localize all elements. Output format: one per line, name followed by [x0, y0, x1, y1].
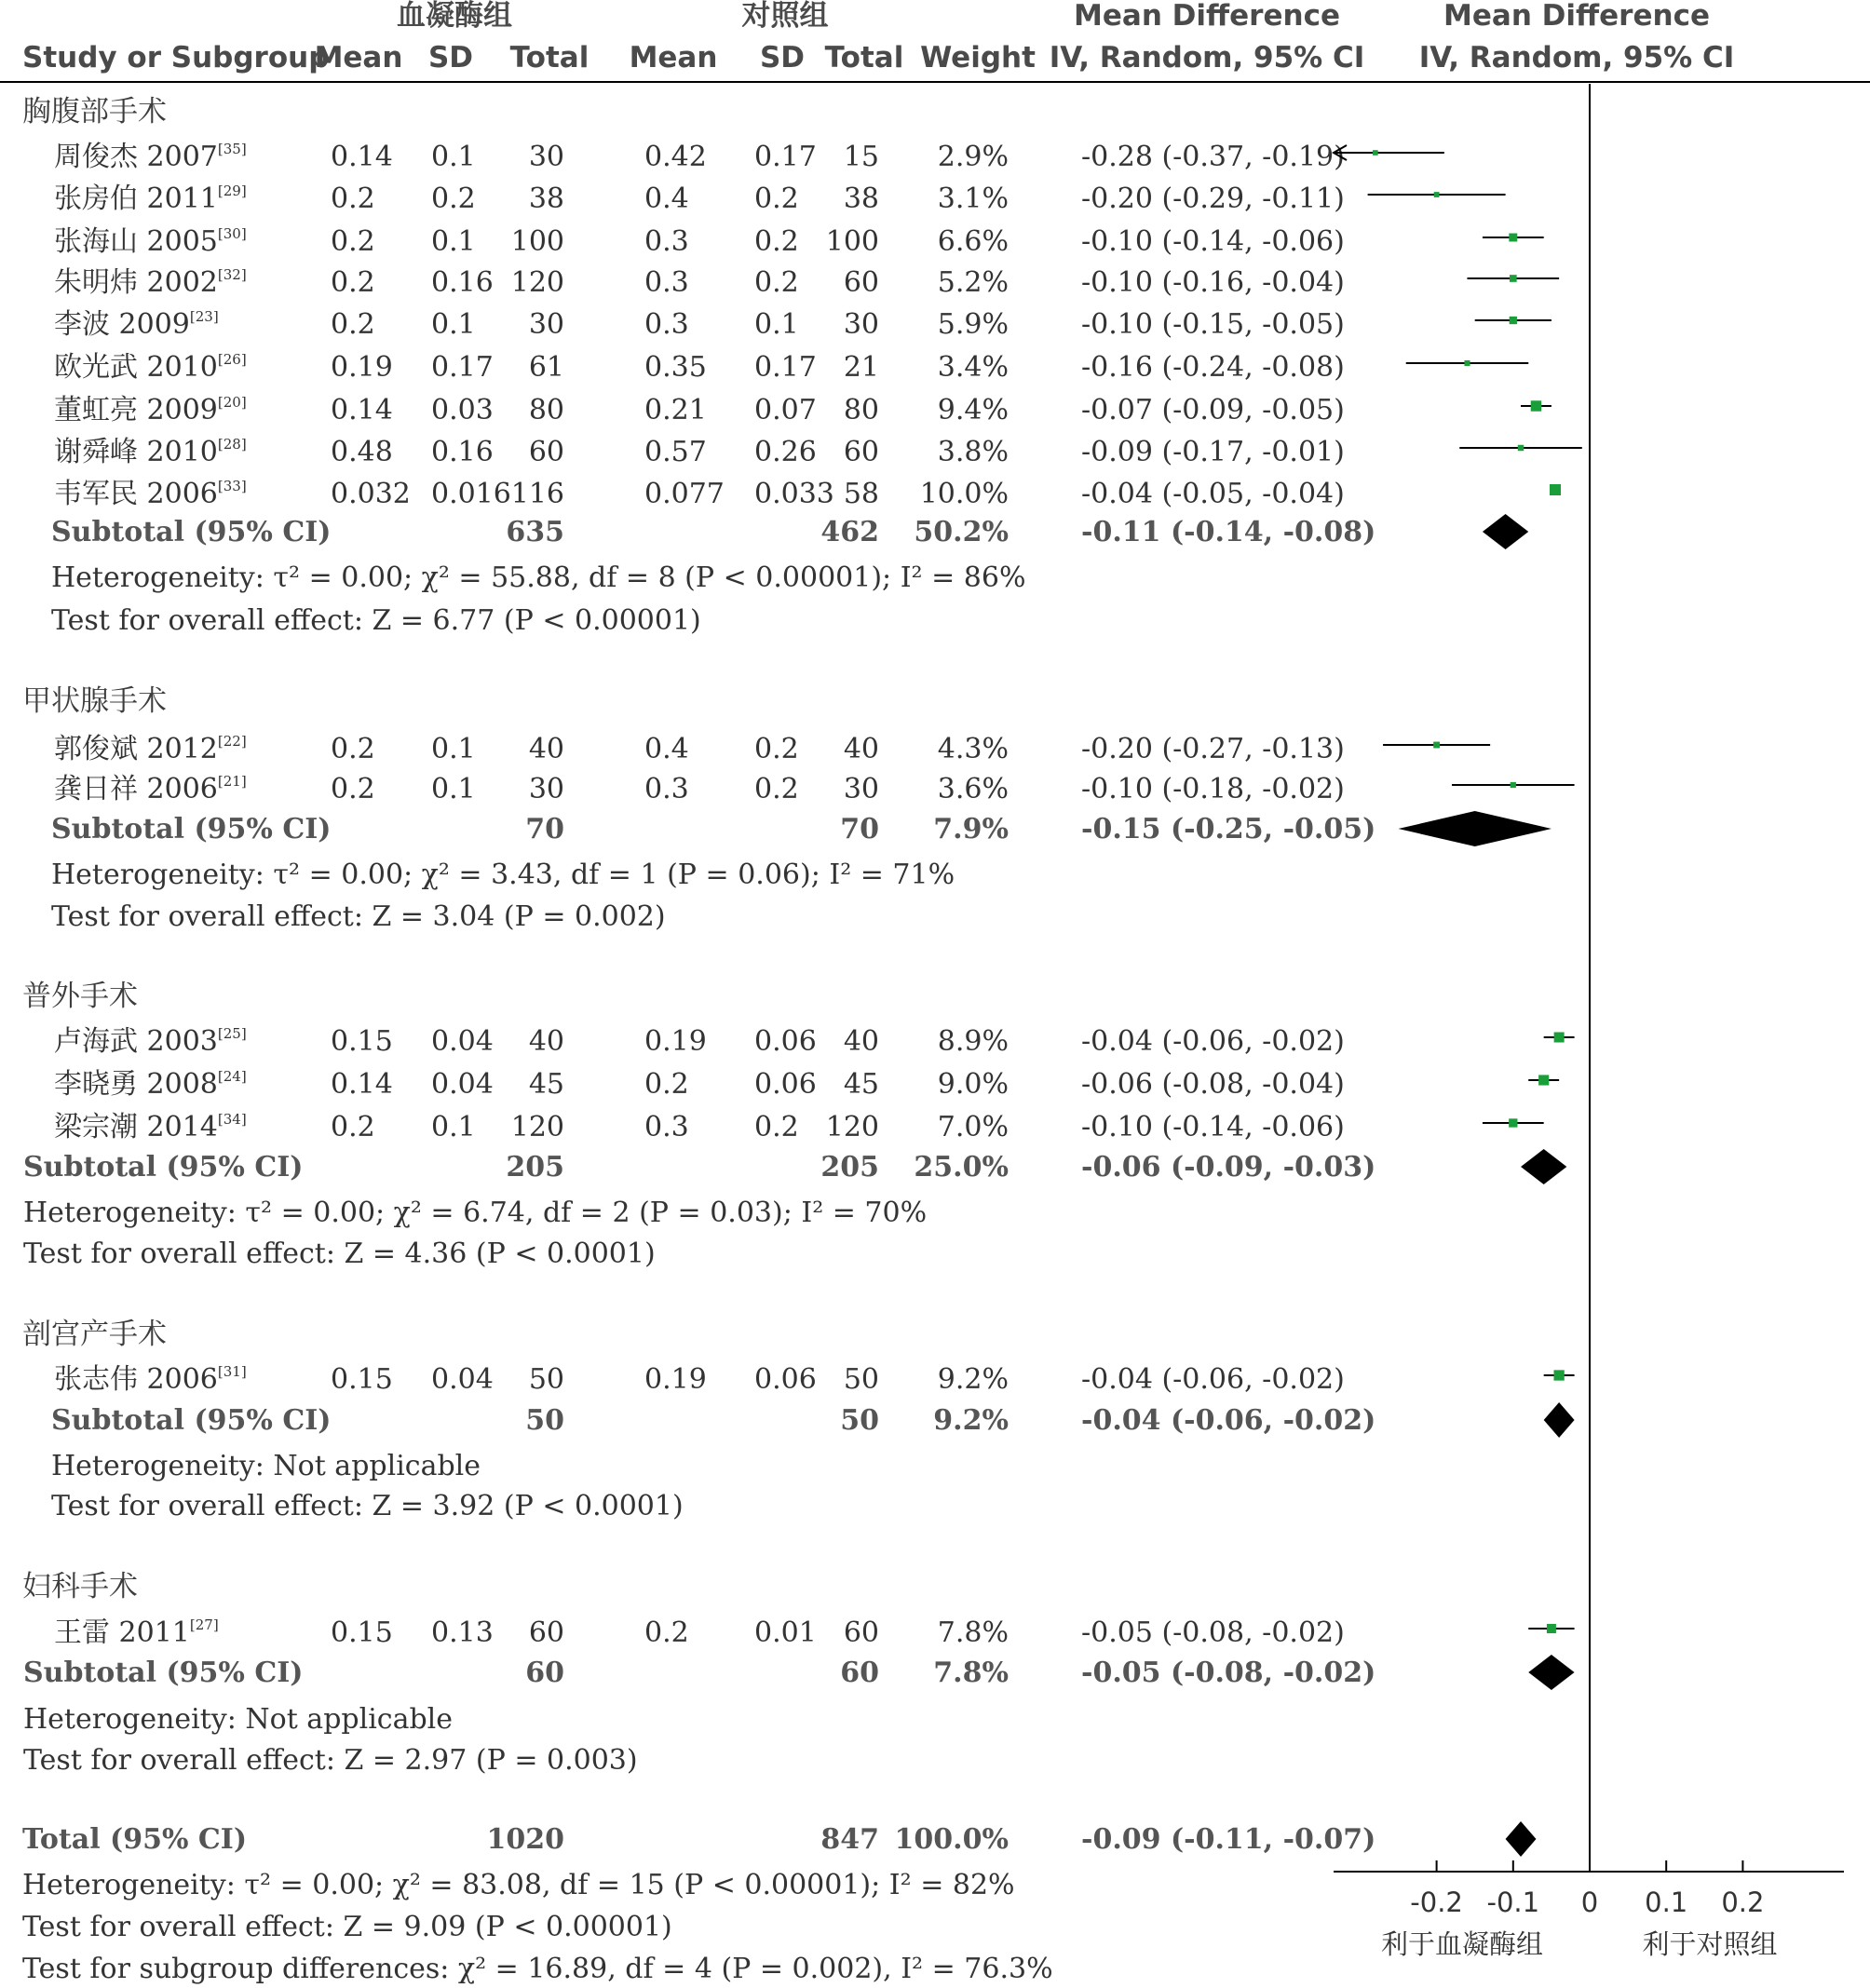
group1-sd: 0.16 [431, 266, 494, 299]
group2-total: 21 [843, 351, 879, 384]
group2-mean: 0.19 [644, 1363, 707, 1396]
group1-mean-header: Mean [314, 41, 403, 74]
total-group2-total: 847 [820, 1823, 879, 1856]
study-name [54, 266, 247, 299]
md-column-header-top: Mean Difference [1074, 0, 1340, 33]
study-reference: [24] [217, 1068, 247, 1085]
group2-mean: 0.2 [644, 1068, 689, 1101]
subtotal-group2-total: 462 [820, 516, 879, 548]
subtotal-group2-total: 60 [840, 1657, 879, 1689]
study-marker [1510, 275, 1517, 282]
subtotal-label: Subtotal (95% CI) [51, 1404, 332, 1437]
favours-left-label: 利于血凝酶组 [1380, 1928, 1544, 1960]
study-marker [1518, 445, 1524, 451]
weight-header: Weight [920, 41, 1036, 74]
study-name-text: 朱明炜 2002 [54, 266, 218, 299]
group1-total: 100 [510, 225, 564, 258]
study-ci: -0.28 (-0.37, -0.19) [1081, 141, 1345, 173]
group1-mean: 0.14 [331, 1068, 393, 1101]
study-weight: 10.0% [919, 478, 1009, 510]
study-weight: 3.8% [937, 436, 1009, 468]
study-weight: 3.6% [937, 773, 1009, 805]
group2-sd: 0.17 [754, 141, 817, 173]
group1-sd: 0.016 [431, 478, 511, 510]
overall-effect-text: Test for overall effect: Z = 6.77 (P < 0.00001) [51, 604, 701, 637]
group2-total: 80 [843, 394, 879, 426]
heterogeneity-text: Heterogeneity: τ² = 0.00; χ² = 6.74, df = 2 (P = 0.03); I² = 70% [23, 1197, 928, 1229]
group2-mean: 0.57 [644, 436, 707, 468]
group1-total: 116 [510, 478, 564, 510]
subtotal-group2-total: 50 [840, 1404, 879, 1437]
group2-total: 15 [843, 141, 879, 173]
group1-sd: 0.13 [431, 1616, 494, 1649]
overall-effect-text: Test for overall effect: Z = 4.36 (P < 0.0001) [23, 1237, 656, 1270]
x-tick-label: 0 [1580, 1887, 1599, 1918]
study-marker [1538, 1075, 1549, 1085]
total-diamond [1506, 1821, 1537, 1857]
study-weight: 4.3% [937, 733, 1009, 765]
group1-sd: 0.1 [431, 1111, 476, 1143]
subtotal-ci: -0.06 (-0.09, -0.03) [1081, 1151, 1376, 1183]
group1-mean: 0.15 [331, 1616, 393, 1649]
x-tick-label: -0.1 [1486, 1887, 1540, 1918]
study-name-text: 李波 2009 [54, 308, 190, 341]
study-marker [1547, 1624, 1556, 1633]
study-ci: -0.04 (-0.06, -0.02) [1081, 1025, 1345, 1058]
study-ci: -0.05 (-0.08, -0.02) [1081, 1616, 1345, 1649]
group2-sd: 0.06 [754, 1363, 817, 1396]
study-reference: [29] [217, 183, 247, 199]
group1-sd: 0.04 [431, 1025, 494, 1058]
study-ci: -0.20 (-0.29, -0.11) [1081, 183, 1345, 215]
study-name-text: 周俊杰 2007 [54, 141, 218, 173]
subtotal-group1-total: 60 [525, 1657, 564, 1689]
group2-total: 100 [825, 225, 879, 258]
heterogeneity-text: Heterogeneity: τ² = 0.00; χ² = 3.43, df = 1 (P = 0.06); I² = 71% [51, 859, 955, 891]
study-ci: -0.20 (-0.27, -0.13) [1081, 733, 1345, 765]
subgroup-title: 剖宫产手术 [22, 1318, 167, 1351]
subtotal-label: Subtotal (95% CI) [51, 813, 332, 845]
subtotal-label: Subtotal (95% CI) [51, 516, 332, 548]
study-name-text: 王雷 2011 [54, 1616, 190, 1649]
group2-sd: 0.17 [754, 351, 817, 384]
group1-sd: 0.04 [431, 1068, 494, 1101]
overall-effect-text: Test for overall effect: Z = 3.92 (P < 0.0001) [51, 1490, 684, 1522]
total-label: Total (95% CI) [22, 1823, 248, 1856]
group2-sd: 0.06 [754, 1068, 817, 1101]
group1-total: 30 [528, 308, 564, 341]
subtotal-diamond [1544, 1402, 1575, 1438]
group1-total: 61 [528, 351, 564, 384]
study-name [54, 773, 247, 805]
group1-mean: 0.2 [331, 1111, 375, 1143]
group2-total: 38 [843, 183, 879, 215]
study-name-text: 董虹亮 2009 [54, 394, 218, 426]
footer-line: Test for subgroup differences: χ² = 16.89, df = 4 (P = 0.002), I² = 76.3% [22, 1953, 1053, 1985]
study-reference: [33] [217, 478, 247, 494]
study-ci: -0.10 (-0.14, -0.06) [1081, 1111, 1345, 1143]
study-reference: [21] [217, 773, 247, 790]
study-reference: [27] [189, 1616, 219, 1633]
group1-total: 40 [528, 1025, 564, 1058]
subtotal-diamond [1399, 811, 1552, 846]
subtotal-group1-total: 205 [506, 1151, 564, 1183]
group1-mean: 0.2 [331, 266, 375, 299]
subtotal-diamond [1528, 1655, 1574, 1690]
group2-total: 60 [843, 436, 879, 468]
study-name [54, 351, 247, 384]
group1-total: 60 [528, 436, 564, 468]
group2-mean: 0.3 [644, 308, 689, 341]
group2-mean: 0.4 [644, 733, 689, 765]
study-marker [1553, 1370, 1564, 1380]
group2-total: 30 [843, 308, 879, 341]
group2-mean: 0.3 [644, 225, 689, 258]
group2-sd: 0.26 [754, 436, 817, 468]
subtotal-weight: 7.9% [933, 813, 1009, 845]
group2-sd: 0.1 [754, 308, 799, 341]
subtotal-ci: -0.15 (-0.25, -0.05) [1081, 813, 1376, 845]
subtotal-weight: 25.0% [914, 1151, 1009, 1183]
study-reference: [22] [217, 733, 247, 750]
group2-sd: 0.2 [754, 1111, 799, 1143]
subtotal-group2-total: 70 [840, 813, 879, 845]
group2-mean: 0.2 [644, 1616, 689, 1649]
subgroup-title: 甲状腺手术 [22, 684, 167, 718]
group1-mean: 0.48 [331, 436, 393, 468]
x-tick-label: -0.2 [1410, 1887, 1463, 1918]
subtotal-group2-total: 205 [820, 1151, 879, 1183]
study-name-text: 谢舜峰 2010 [54, 436, 218, 468]
study-name-text: 郭俊斌 2012 [54, 733, 218, 765]
group1-sd: 0.16 [431, 436, 494, 468]
study-ci: -0.10 (-0.15, -0.05) [1081, 308, 1345, 341]
study-weight: 9.4% [937, 394, 1009, 426]
x-tick-label: 0.1 [1645, 1887, 1688, 1918]
study-ci: -0.04 (-0.06, -0.02) [1081, 1363, 1345, 1396]
group2-sd: 0.2 [754, 183, 799, 215]
study-name-text: 卢海武 2003 [54, 1025, 218, 1058]
heterogeneity-text: Heterogeneity: τ² = 0.00; χ² = 55.88, df = 8 (P < 0.00001); I² = 86% [51, 561, 1026, 594]
study-ci: -0.04 (-0.05, -0.04) [1081, 478, 1345, 510]
group1-mean: 0.2 [331, 773, 375, 805]
x-tick-label: 0.2 [1721, 1887, 1765, 1918]
study-marker [1510, 317, 1517, 324]
study-weight: 9.2% [937, 1363, 1009, 1396]
study-reference: [31] [217, 1363, 247, 1380]
total-ci: -0.09 (-0.11, -0.07) [1081, 1823, 1376, 1856]
group2-mean-header: Mean [629, 41, 718, 74]
group2-mean: 0.3 [644, 266, 689, 299]
study-weight: 8.9% [937, 1025, 1009, 1058]
group2-sd: 0.01 [754, 1616, 817, 1649]
subtotal-weight: 50.2% [914, 516, 1009, 548]
study-name [54, 394, 247, 426]
group1-mean: 0.2 [331, 225, 375, 258]
group1-mean: 0.15 [331, 1025, 393, 1058]
study-marker [1511, 782, 1516, 788]
group1-mean: 0.14 [331, 141, 393, 173]
subtotal-label: Subtotal (95% CI) [23, 1151, 304, 1183]
group2-total: 58 [843, 478, 879, 510]
total-weight: 100.0% [894, 1823, 1009, 1856]
group1-total: 60 [528, 1616, 564, 1649]
study-reference: [28] [217, 436, 247, 453]
subtotal-group1-total: 50 [525, 1404, 564, 1437]
study-marker [1373, 150, 1378, 156]
study-weight: 9.0% [937, 1068, 1009, 1101]
study-ci: -0.16 (-0.24, -0.08) [1081, 351, 1345, 384]
overall-effect-text: Test for overall effect: Z = 2.97 (P = 0.003) [23, 1744, 638, 1777]
study-marker [1433, 742, 1440, 749]
group2-total: 40 [843, 733, 879, 765]
group2-mean: 0.42 [644, 141, 707, 173]
group1-total: 30 [528, 141, 564, 173]
group2-total: 30 [843, 773, 879, 805]
study-ci: -0.10 (-0.18, -0.02) [1081, 773, 1345, 805]
md-column-header-bottom: IV, Random, 95% CI [1049, 41, 1365, 74]
study-marker [1550, 484, 1561, 495]
group1-mean: 0.2 [331, 183, 375, 215]
study-reference: [25] [217, 1025, 247, 1042]
group1-sd-header: SD [427, 41, 474, 74]
footer-line: Heterogeneity: τ² = 0.00; χ² = 83.08, df = 15 (P < 0.00001); I² = 82% [22, 1869, 1015, 1901]
subtotal-group1-total: 70 [525, 813, 564, 845]
study-weight: 7.0% [937, 1111, 1009, 1143]
study-weight: 7.8% [937, 1616, 1009, 1649]
group2-mean: 0.35 [644, 351, 707, 384]
total-group1-total: 1020 [486, 1823, 564, 1856]
group1-total: 45 [528, 1068, 564, 1101]
group1-total: 120 [510, 1111, 564, 1143]
study-name-text: 张海山 2005 [54, 225, 218, 258]
study-name [54, 1025, 247, 1058]
group1-mean: 0.14 [331, 394, 393, 426]
study-marker [1434, 192, 1440, 197]
group2-header: 对照组 [741, 0, 829, 33]
subgroup-title: 普外手术 [22, 980, 138, 1013]
study-name [54, 183, 247, 215]
study-name [54, 141, 247, 173]
group2-total: 60 [843, 266, 879, 299]
group1-sd: 0.1 [431, 733, 476, 765]
group2-sd: 0.2 [754, 733, 799, 765]
group1-sd: 0.1 [431, 308, 476, 341]
study-weight: 3.4% [937, 351, 1009, 384]
footer-line: Test for overall effect: Z = 9.09 (P < 0.00001) [22, 1911, 672, 1943]
heterogeneity-text: Heterogeneity: Not applicable [51, 1450, 481, 1482]
study-reference: [30] [217, 225, 247, 242]
study-name [54, 1111, 247, 1143]
group1-sd: 0.2 [431, 183, 476, 215]
study-ci: -0.09 (-0.17, -0.01) [1081, 436, 1345, 468]
group1-sd: 0.1 [431, 141, 476, 173]
group1-sd: 0.17 [431, 351, 494, 384]
group2-total-header: Total [824, 41, 904, 74]
group2-total: 60 [843, 1616, 879, 1649]
study-reference: [35] [217, 141, 247, 157]
heterogeneity-text: Heterogeneity: Not applicable [23, 1703, 454, 1736]
study-weight: 5.2% [937, 266, 1009, 299]
group2-total: 45 [843, 1068, 879, 1101]
study-reference: [20] [217, 394, 247, 411]
group2-sd: 0.033 [754, 478, 834, 510]
study-name-text: 梁宗潮 2014 [54, 1111, 218, 1143]
study-marker [1509, 1118, 1517, 1127]
subtotal-ci: -0.04 (-0.06, -0.02) [1081, 1404, 1376, 1437]
study-marker [1531, 400, 1541, 411]
subtotal-ci: -0.11 (-0.14, -0.08) [1081, 516, 1376, 548]
group2-sd-header: SD [759, 41, 806, 74]
group2-sd: 0.2 [754, 266, 799, 299]
study-ci: -0.10 (-0.14, -0.06) [1081, 225, 1345, 258]
group1-mean: 0.2 [331, 733, 375, 765]
study-name-text: 李晓勇 2008 [54, 1068, 218, 1101]
study-name-text: 韦军民 2006 [54, 478, 218, 510]
group1-sd: 0.1 [431, 225, 476, 258]
group1-mean: 0.19 [331, 351, 393, 384]
plot-header-bottom: IV, Random, 95% CI [1418, 41, 1735, 74]
overall-effect-text: Test for overall effect: Z = 3.04 (P = 0.002) [51, 900, 666, 933]
group1-sd: 0.04 [431, 1363, 494, 1396]
study-reference: [32] [217, 266, 247, 283]
group1-total: 80 [528, 394, 564, 426]
study-name [54, 308, 219, 341]
group2-mean: 0.077 [644, 478, 725, 510]
group1-total: 40 [528, 733, 564, 765]
study-ci: -0.10 (-0.16, -0.04) [1081, 266, 1345, 299]
subtotal-group1-total: 635 [506, 516, 564, 548]
study-name-text: 欧光武 2010 [54, 351, 218, 384]
study-ci: -0.07 (-0.09, -0.05) [1081, 394, 1345, 426]
study-weight: 5.9% [937, 308, 1009, 341]
group1-mean: 0.032 [331, 478, 411, 510]
subtotal-diamond [1521, 1149, 1566, 1184]
study-marker [1464, 360, 1470, 366]
group1-total: 38 [528, 183, 564, 215]
study-weight: 3.1% [937, 183, 1009, 215]
group2-total: 40 [843, 1025, 879, 1058]
study-ci: -0.06 (-0.08, -0.04) [1081, 1068, 1345, 1101]
group1-sd: 0.03 [431, 394, 494, 426]
group1-sd: 0.1 [431, 773, 476, 805]
subtotal-ci: -0.05 (-0.08, -0.02) [1081, 1657, 1376, 1689]
study-name [54, 436, 247, 468]
study-weight: 2.9% [937, 141, 1009, 173]
group2-sd: 0.07 [754, 394, 817, 426]
group1-mean: 0.15 [331, 1363, 393, 1396]
study-name [54, 225, 247, 258]
group1-total: 120 [510, 266, 564, 299]
study-name [54, 1068, 247, 1101]
study-name-text: 龚日祥 2006 [54, 773, 218, 805]
group2-mean: 0.21 [644, 394, 707, 426]
group2-sd: 0.2 [754, 225, 799, 258]
group1-total: 50 [528, 1363, 564, 1396]
study-name [54, 1363, 247, 1396]
group1-header: 血凝酶组 [397, 0, 512, 33]
study-name [54, 1616, 219, 1649]
study-marker [1509, 234, 1517, 242]
study-reference: [34] [217, 1111, 247, 1128]
study-name [54, 733, 247, 765]
study-marker [1554, 1032, 1565, 1042]
subtotal-label: Subtotal (95% CI) [23, 1657, 304, 1689]
group2-total: 50 [843, 1363, 879, 1396]
group2-mean: 0.4 [644, 183, 689, 215]
subtotal-diamond [1483, 514, 1528, 549]
group1-total: 30 [528, 773, 564, 805]
group2-mean: 0.3 [644, 773, 689, 805]
plot-header-top: Mean Difference [1443, 0, 1710, 33]
group1-mean: 0.2 [331, 308, 375, 341]
study-name [54, 478, 247, 510]
group2-total: 120 [825, 1111, 879, 1143]
group2-mean: 0.19 [644, 1025, 707, 1058]
study-weight: 6.6% [937, 225, 1009, 258]
group2-mean: 0.3 [644, 1111, 689, 1143]
study-name-text: 张房伯 2011 [54, 183, 218, 215]
study-column-header: Study or Subgroup [22, 41, 330, 74]
study-reference: [26] [217, 351, 247, 368]
group2-sd: 0.06 [754, 1025, 817, 1058]
favours-right-label: 利于对照组 [1642, 1928, 1778, 1960]
subtotal-weight: 7.8% [933, 1657, 1009, 1689]
group2-sd: 0.2 [754, 773, 799, 805]
study-reference: [23] [189, 308, 219, 325]
group1-total-header: Total [509, 41, 589, 74]
subgroup-title: 胸腹部手术 [22, 95, 167, 128]
study-name-text: 张志伟 2006 [54, 1363, 218, 1396]
subtotal-weight: 9.2% [933, 1404, 1009, 1437]
subgroup-title: 妇科手术 [22, 1570, 138, 1603]
